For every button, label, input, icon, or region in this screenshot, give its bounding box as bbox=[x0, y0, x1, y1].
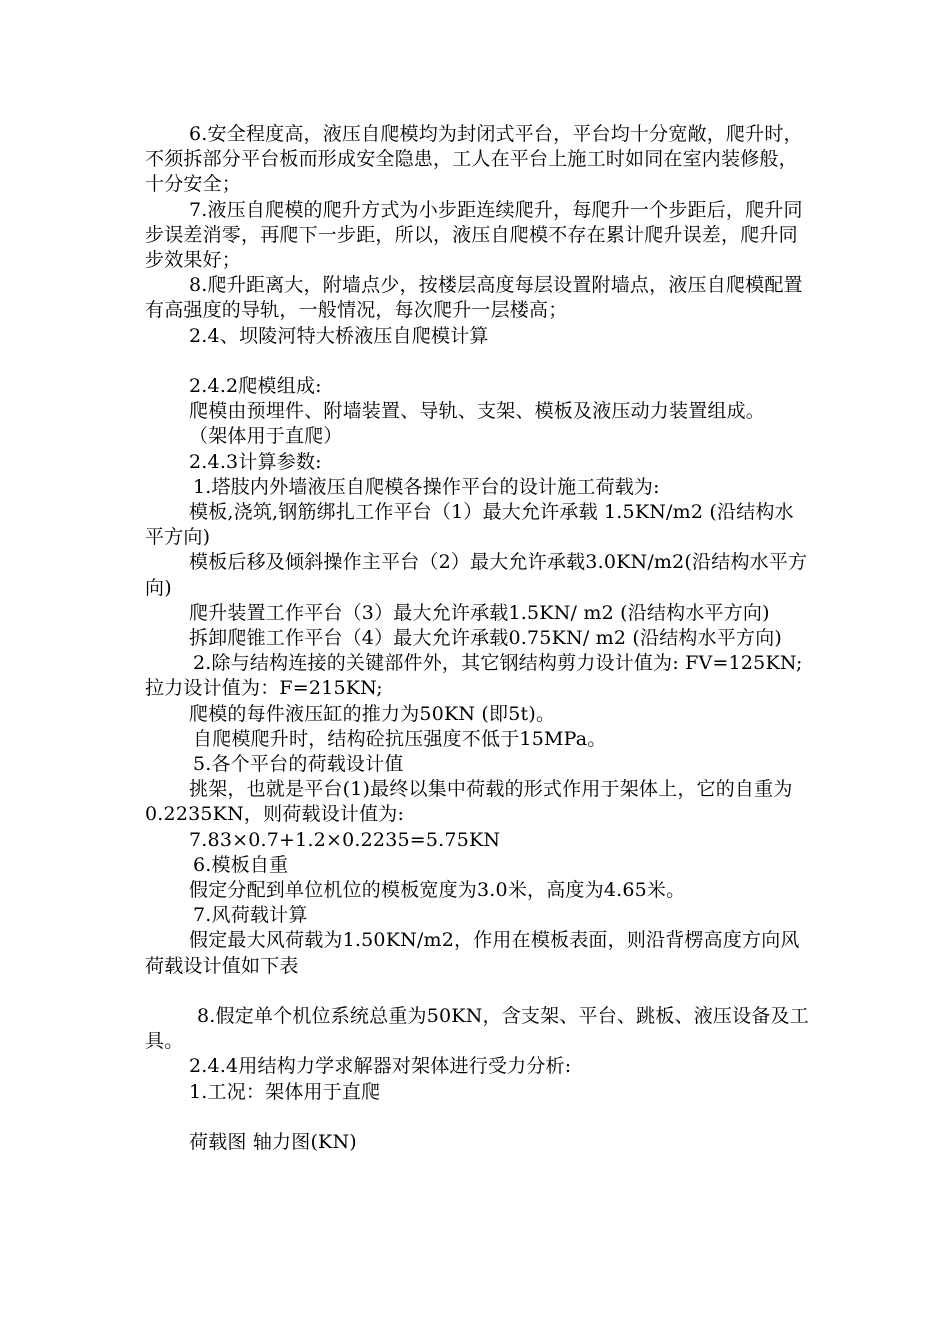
paragraph-climbing-method: 7.液压自爬模的爬升方式为小步距连续爬升，每爬升一个步距后，爬升同步误差消零，再爬下一步距，所以，液压自爬模不存在累计爬升误差，爬升同步效果好； bbox=[145, 198, 803, 272]
paragraph-frame-note: （架体用于直爬） bbox=[189, 425, 343, 448]
paragraph-load-case: 1.工况：架体用于直爬 bbox=[189, 1080, 381, 1103]
paragraph-formwork-weight: 6.模板自重 bbox=[193, 853, 289, 876]
paragraph-cylinder-thrust: 爬模的每件液压缸的推力为50KN (即5t)。 bbox=[189, 702, 556, 725]
blank-line bbox=[145, 349, 810, 374]
paragraph-platform-3: 爬升装置工作平台（3）最大允许承载1.5KN/ m2 (沿结构水平方向) bbox=[189, 601, 770, 624]
paragraph-climbing-distance: 8.爬升距离大，附墙点少，按楼层高度每层设置附墙点，液压自爬模配置有高强度的导轨，一般情况，每次爬升一层楼高； bbox=[145, 274, 803, 322]
paragraph-formula: 7.83×0.7+1.2×0.2235=5.75KN bbox=[189, 828, 501, 851]
section-heading-2-4-4: 2.4.4用结构力学求解器对架体进行受力分析: bbox=[189, 1055, 572, 1078]
paragraph-composition: 爬模由预埋件、附墙装置、导轨、支架、模板及液压动力装置组成。 bbox=[189, 400, 766, 423]
blank-line bbox=[145, 979, 810, 1004]
paragraph-safety: 6.安全程度高，液压自爬模均为封闭式平台，平台均十分宽敞，爬升时，不须拆部分平台板而形成安全隐患，工人在平台上施工时如同在室内装修般，十分安全； bbox=[145, 123, 803, 196]
paragraph-figure-captions: 荷载图 轴力图(KN) bbox=[189, 1131, 357, 1154]
paragraph-platform-1: 模板,浇筑,钢筋绑扎工作平台（1）最大允许承载 1.5KN/m2 (沿结构水平方向) bbox=[145, 501, 794, 549]
paragraph-platform-loads: 5.各个平台的荷载设计值 bbox=[193, 753, 404, 776]
paragraph-platform-4: 拆卸爬锥工作平台（4）最大允许承载0.75KN/ m2 (沿结构水平方向) bbox=[189, 627, 783, 650]
document-body bbox=[145, 122, 810, 1155]
paragraph-concrete-strength: 自爬模爬升时，结构砼抗压强度不低于15MPa。 bbox=[193, 727, 607, 750]
paragraph-shear-design: 2.除与结构连接的关键部件外，其它钢结构剪力设计值为: FV=125KN;拉力设计值为：F=215KN; bbox=[145, 652, 803, 700]
paragraph-platform-2: 模板后移及倾斜操作主平台（2）最大允许承载3.0KN/m2(沿结构水平方向) bbox=[145, 551, 808, 599]
blank-line bbox=[145, 1105, 810, 1130]
paragraph-wind-load: 7.风荷载计算 bbox=[193, 904, 308, 927]
paragraph-total-weight: 8.假定单个机位系统总重为50KN，含支架、平台、跳板、液压设备及工具。 bbox=[145, 1005, 809, 1053]
section-heading-2-4-3: 2.4.3计算参数: bbox=[189, 450, 322, 473]
paragraph-wind-assumption: 假定最大风荷载为1.50KN/m2，作用在模板表面，则沿背楞高度方向风荷载设计值如下表 bbox=[145, 929, 800, 977]
paragraph-cantilever: 挑架，也就是平台(1)最终以集中荷载的形式作用于架体上，它的自重为0.2235KN，则荷载设计值为: bbox=[145, 778, 793, 826]
section-heading-2-4-2: 2.4.2爬模组成: bbox=[189, 375, 322, 398]
paragraph-formwork-size: 假定分配到单位机位的模板宽度为3.0米，高度为4.65米。 bbox=[189, 879, 686, 902]
paragraph-design-loads: 1.塔肢内外墙液压自爬模各操作平台的设计施工荷载为: bbox=[193, 475, 660, 498]
section-heading-2-4: 2.4、坝陵河特大桥液压自爬模计算 bbox=[189, 324, 489, 347]
